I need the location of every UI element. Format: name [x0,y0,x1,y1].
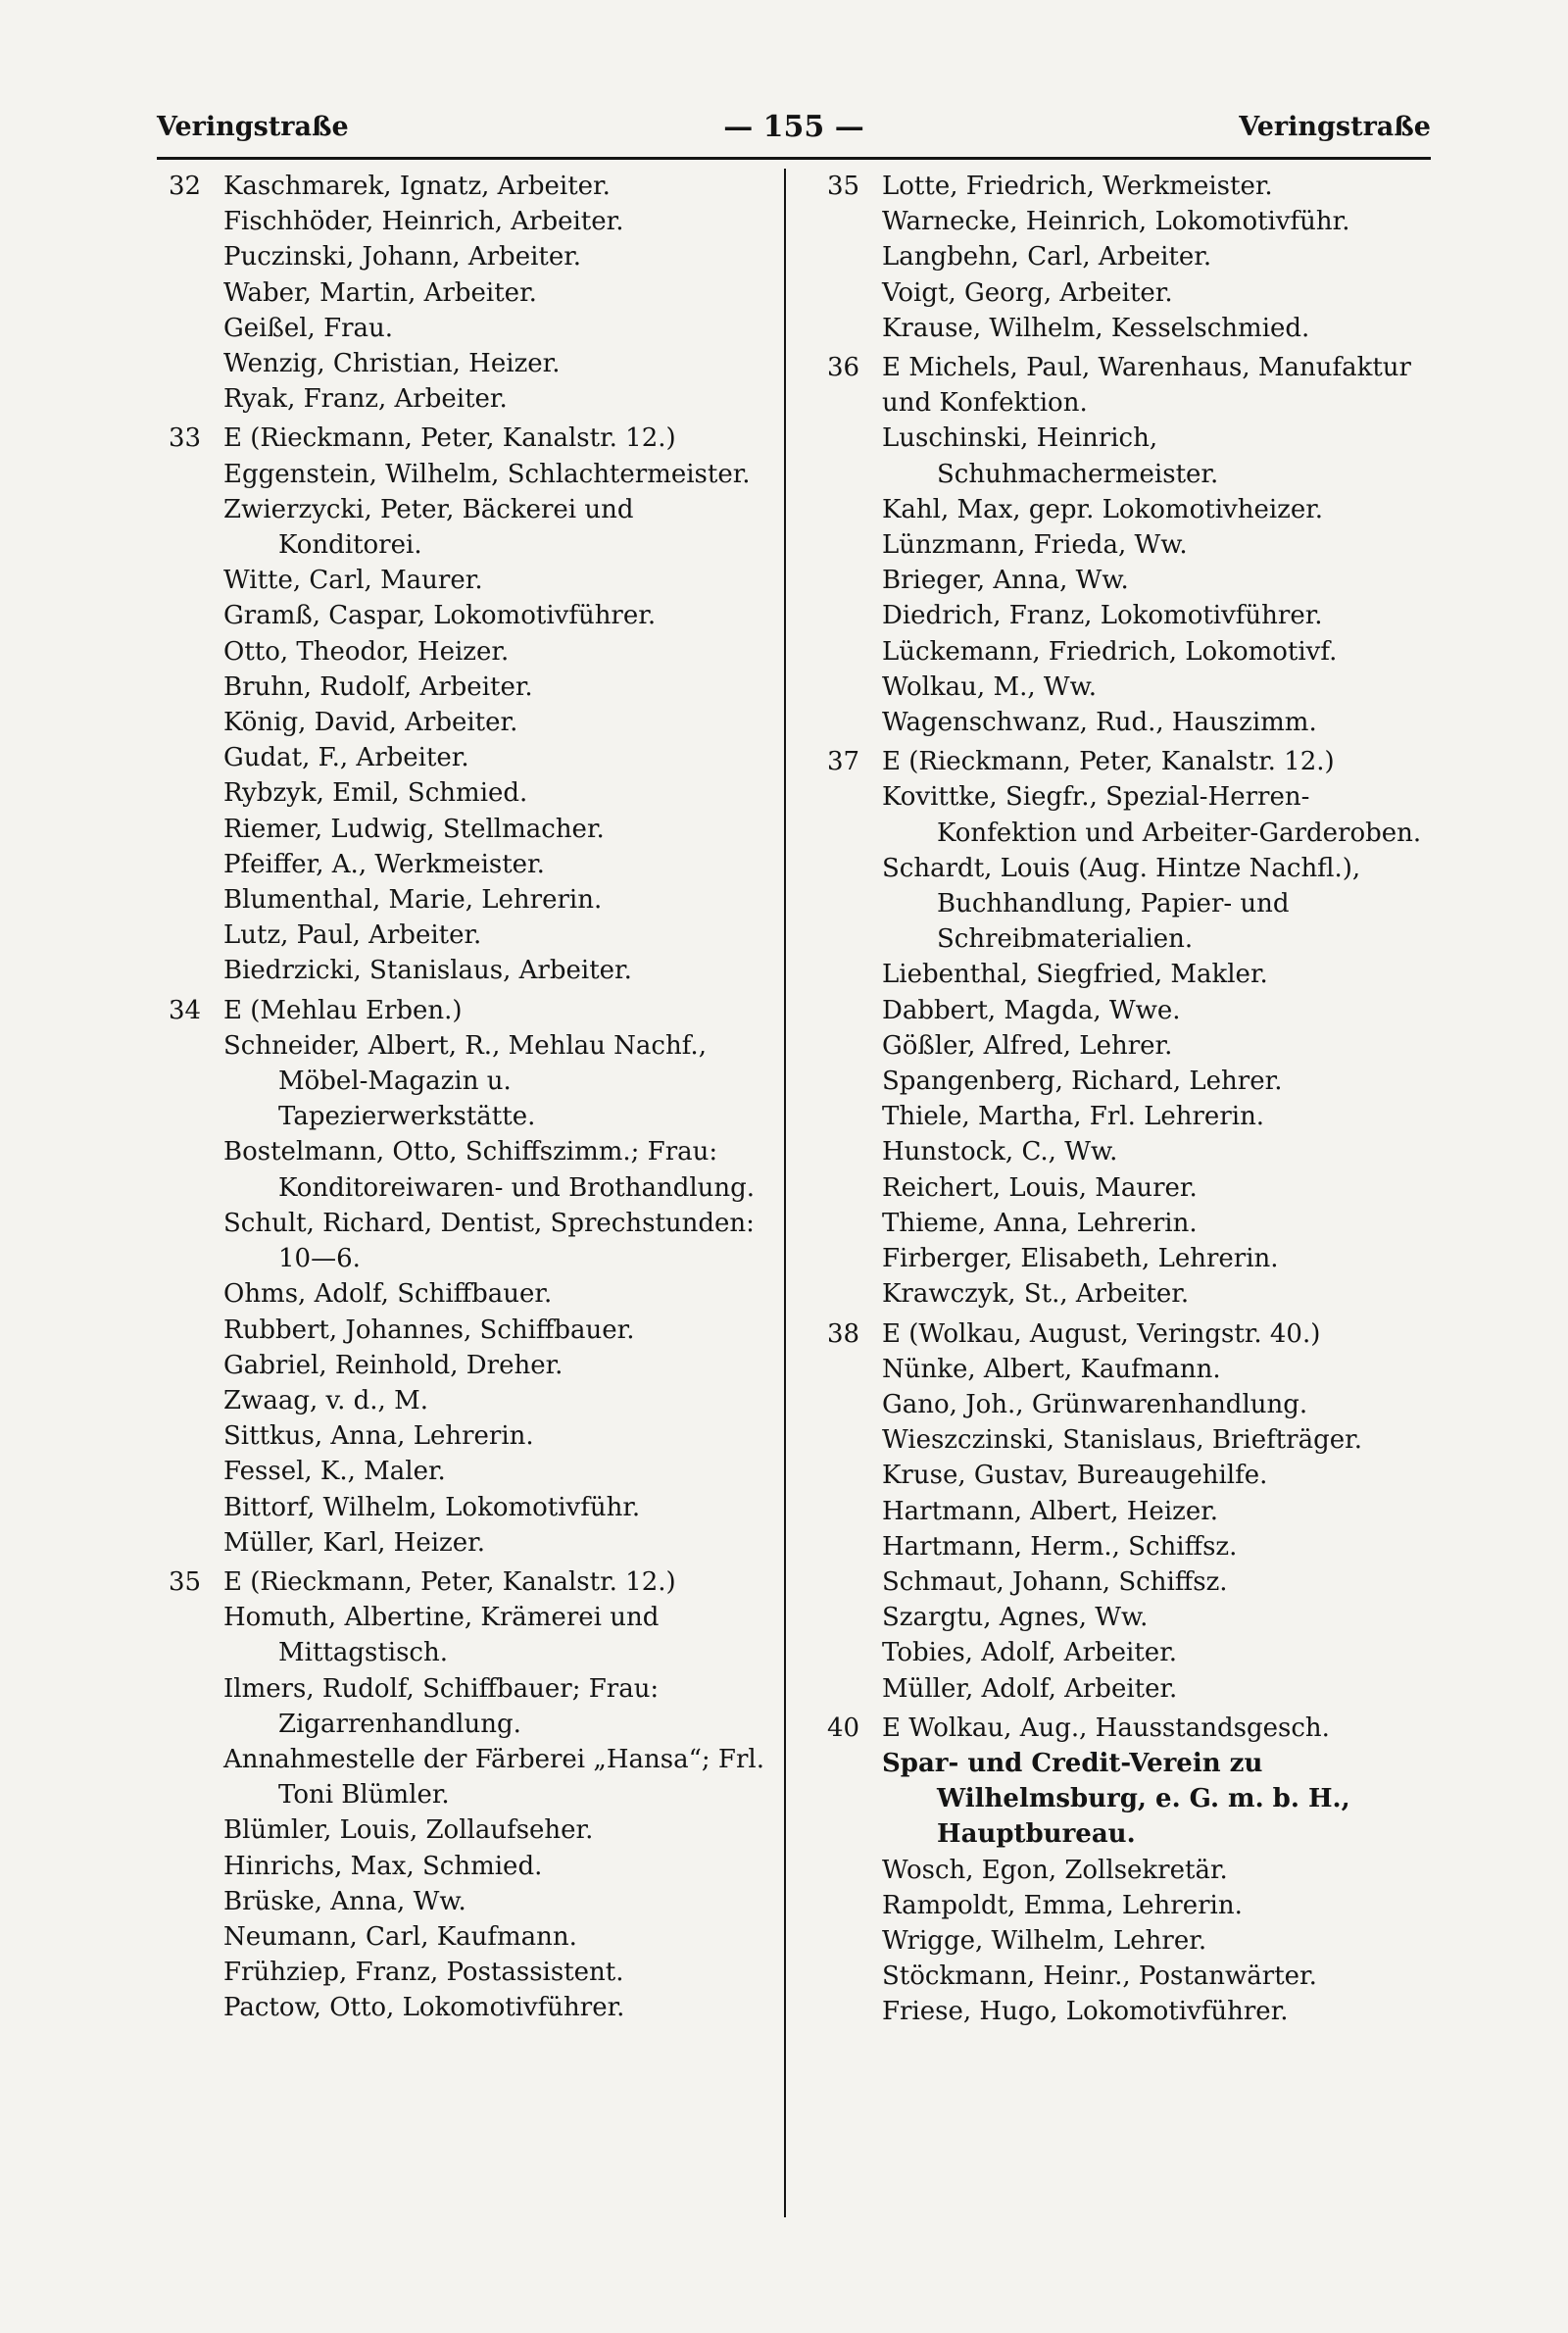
entry-text: Lünzmann, Frieda, Ww. [882,530,1188,561]
entry-text: Friese, Hugo, Lokomotivführer. [882,1997,1289,2027]
entry-text: Zwierzycki, Peter, Bäckerei und Konditorei. [223,494,634,561]
column-divider [784,169,786,2217]
resident-entry [827,1422,1431,1458]
entry-text: Pfeiffer, A., Werkmeister. [223,849,545,879]
entry-text: Luschinski, Heinrich, Schuhmachermeister. [882,423,1219,489]
resident-entry [827,1241,1431,1276]
resident-entry [169,1990,768,2025]
resident-entry [827,1206,1431,1241]
resident-entry [827,1352,1431,1387]
resident-entry [169,457,768,492]
entry-text: Schneider, Albert, R., Mehlau Nachf., Möbel-Magazin u. Tapezierwerkstätte. [223,1030,707,1132]
entry-text: E (Mehlau Erben.) [223,995,463,1025]
entry-text: Kahl, Max, gepr. Lokomotivheizer. [882,494,1324,524]
resident-entry [169,918,768,953]
entry-text: Rampoldt, Emma, Lehrerin. [882,1890,1243,1920]
entry-text: Tobies, Adolf, Arbeiter. [882,1638,1178,1668]
entry-text: Homuth, Albertine, Krämerei und Mittagstisch. [223,1603,660,1668]
resident-entry [827,1170,1431,1206]
entry-text: Sittkus, Anna, Lehrerin. [223,1421,534,1452]
resident-entry [827,1134,1431,1169]
entry-text: Spar- und Credit-Verein zu Wilhelmsburg, e. G. m. b. H., Hauptbureau. [882,1748,1350,1850]
entry-text: Pactow, Otto, Lokomotivführer. [223,1993,625,2023]
resident-entry [827,598,1431,633]
resident-entry [827,1994,1431,2029]
resident-entry [169,1884,768,1919]
entry-text: Langbehn, Carl, Arbeiter. [882,242,1212,273]
resident-entry [827,239,1431,274]
resident-entry [827,492,1431,527]
resident-entry [827,1494,1431,1529]
entry-text: Lückemann, Friedrich, Lokomotivf. [882,636,1338,667]
entry-text: Schardt, Louis (Aug. Hintze Nachfl.), Buchhandlung, Papier- und Schreibmaterialien. [882,853,1361,955]
house-number: 35 [827,172,860,201]
entry-text: Hartmann, Albert, Heizer. [882,1496,1219,1526]
resident-entry [827,1458,1431,1493]
resident-entry [827,1635,1431,1670]
entry-text: Biedrzicki, Stanislaus, Arbeiter. [223,956,632,986]
header-street-left: Veringstraße [157,112,349,142]
entry-text: E (Wolkau, August, Veringstr. 40.) [882,1318,1321,1349]
resident-entry [169,346,768,381]
entry-text: Wolkau, M., Ww. [882,671,1098,702]
resident-entry [827,1099,1431,1134]
resident-entry [827,779,1431,850]
resident-entry [169,563,768,598]
entry-text: Zwaag, v. d., M. [223,1385,428,1415]
resident-entry [827,1564,1431,1600]
resident-entry [827,1959,1431,1994]
resident-entry [169,204,768,239]
header-rule [157,157,1431,160]
entry-text: Hartmann, Herm., Schiffsz. [882,1531,1238,1562]
resident-entry [169,1134,768,1205]
entry-text: Blumenthal, Marie, Lehrerin. [223,885,603,916]
house-number: 34 [169,995,202,1025]
resident-entry [827,563,1431,598]
entry-text: Hinrichs, Max, Schmied. [223,1851,543,1881]
entry-text: Müller, Karl, Heizer. [223,1527,485,1558]
resident-entry [827,993,1431,1028]
resident-entry [827,275,1431,311]
resident-entry [827,1888,1431,1923]
entry-text: Neumann, Carl, Kaufmann. [223,1921,577,1952]
entry-text: Kruse, Gustav, Bureaugehilfe. [882,1461,1268,1491]
entry-text: Otto, Theodor, Heizer. [223,636,510,667]
resident-entry [169,1454,768,1489]
entry-text: Ilmers, Rudolf, Schiffbauer; Frau: Zigarrenhandlung. [223,1673,660,1739]
left-column [169,169,768,2026]
resident-entry [827,1529,1431,1564]
resident-entry [169,381,768,417]
entry-text: Lotte, Friedrich, Werkmeister. [882,172,1273,201]
resident-entry [169,1742,768,1812]
resident-entry [169,882,768,918]
entry-text: Blümler, Louis, Zollaufseher. [223,1815,594,1846]
entry-text: Thiele, Martha, Frl. Lehrerin. [882,1102,1265,1132]
entry-text: Warnecke, Heinrich, Lokomotivführ. [882,207,1350,237]
entry-text: Wrigge, Wilhelm, Lehrer. [882,1925,1207,1956]
entry-text: Dabbert, Magda, Wwe. [882,995,1181,1025]
resident-entry [827,1746,1431,1853]
house-number: 37 [827,747,860,777]
resident-entry [169,1348,768,1383]
house-number: 38 [827,1318,860,1349]
house-entry [169,993,768,1028]
entry-text: Puczinski, Johann, Arbeiter. [223,242,582,273]
resident-entry [169,1418,768,1454]
resident-entry [827,851,1431,958]
entry-text: E (Rieckmann, Peter, Kanalstr. 12.) [882,747,1335,777]
house-entry [827,1316,1431,1352]
entry-text: Müller, Adolf, Arbeiter. [882,1673,1178,1704]
entry-text: Rubbert, Johannes, Schiffbauer. [223,1315,635,1345]
entry-text: Wieszczinski, Stanislaus, Briefträger. [882,1425,1362,1456]
entry-text: Bittorf, Wilhelm, Lokomotivführ. [223,1492,641,1522]
resident-entry [169,847,768,882]
entry-text: Bostelmann, Otto, Schiffszimm.; Frau: Konditoreiwaren- und Brothandlung. [223,1137,756,1203]
resident-entry [169,1600,768,1670]
resident-entry [827,169,1431,204]
entry-text: Wagenschwanz, Rud., Hauszimm. [882,708,1317,738]
entry-text: König, David, Arbeiter. [223,708,518,738]
header-street-right: Veringstraße [1239,112,1431,142]
entry-text: Krause, Wilhelm, Kesselschmied. [882,313,1310,343]
resident-entry [169,670,768,705]
entry-text: Bruhn, Rudolf, Arbeiter. [223,671,533,702]
entry-text: Voigt, Georg, Arbeiter. [882,277,1173,308]
entry-text: Schmaut, Johann, Schiffsz. [882,1566,1228,1597]
resident-entry [169,634,768,670]
entry-text: Eggenstein, Wilhelm, Schlachtermeister. [223,459,751,489]
entry-text: Krawczyk, St., Arbeiter. [882,1279,1190,1310]
resident-entry [169,705,768,740]
resident-entry [169,1955,768,1990]
entry-text: Spangenberg, Richard, Lehrer. [882,1067,1283,1097]
resident-entry [169,1313,768,1348]
house-entry [169,1564,768,1600]
entry-text: E (Rieckmann, Peter, Kanalstr. 12.) [223,423,676,454]
house-entry [827,350,1431,421]
house-number: 33 [169,423,202,454]
entry-text: Reichert, Louis, Maurer. [882,1172,1198,1203]
entry-text: Fischhöder, Heinrich, Arbeiter. [223,207,624,237]
page-number: — 155 — [723,110,864,144]
entry-text: E Michels, Paul, Warenhaus, Manufaktur und Konfektion. [882,353,1411,419]
resident-entry [827,527,1431,563]
resident-entry [169,1490,768,1525]
house-number: 32 [169,172,202,201]
entry-text: Kovittke, Siegfr., Spezial-Herren-Konfektion und Arbeiter-Garderoben. [882,782,1422,848]
entry-text: E (Rieckmann, Peter, Kanalstr. 12.) [223,1566,676,1597]
entry-text: E Wolkau, Aug., Hausstandsgesch. [882,1713,1330,1743]
resident-entry [169,311,768,346]
resident-entry [169,492,768,563]
resident-entry [169,740,768,775]
resident-entry [169,1919,768,1955]
entry-text: Brüske, Anna, Ww. [223,1886,466,1916]
entry-text: Gudat, F., Arbeiter. [223,743,469,773]
resident-entry [169,169,768,204]
entry-text: Fessel, K., Maler. [223,1457,446,1487]
entry-text: Ohms, Adolf, Schiffbauer. [223,1279,553,1310]
resident-entry [827,1387,1431,1422]
house-entry [827,744,1431,779]
resident-entry [827,311,1431,346]
entry-text: Gano, Joh., Grünwarenhandlung. [882,1389,1308,1419]
resident-entry [169,812,768,847]
entry-text: Liebenthal, Siegfried, Makler. [882,960,1268,990]
right-column [827,169,1431,2030]
resident-entry [827,1028,1431,1064]
resident-entry [827,1923,1431,1959]
entry-text: Rybzyk, Emil, Schmied. [223,778,528,809]
resident-entry [827,1064,1431,1099]
entry-text: Firberger, Elisabeth, Lehrerin. [882,1244,1279,1274]
resident-entry [827,957,1431,992]
entry-text: Szargtu, Agnes, Ww. [882,1603,1149,1633]
page-header [157,106,1431,155]
entry-text: Riemer, Ludwig, Stellmacher. [223,814,605,844]
resident-entry [827,1600,1431,1635]
house-number: 36 [827,353,860,383]
resident-entry [169,275,768,311]
house-number: 40 [827,1713,860,1743]
entry-text: Schult, Richard, Dentist, Sprechstunden: 10—6. [223,1208,755,1274]
entry-text: Gabriel, Reinhold, Dreher. [223,1350,564,1380]
resident-entry [827,204,1431,239]
entry-text: Brieger, Anna, Ww. [882,566,1129,596]
entry-text: Stöckmann, Heinr., Postanwärter. [882,1961,1317,1992]
resident-entry [827,1671,1431,1707]
entry-text: Gramß, Caspar, Lokomotivführer. [223,601,657,631]
resident-entry [169,775,768,811]
resident-entry [827,634,1431,670]
entry-text: Kaschmarek, Ignatz, Arbeiter. [223,172,611,201]
resident-entry [169,1671,768,1742]
house-number: 35 [169,1566,202,1597]
house-entry [169,421,768,456]
house-entry [827,1711,1431,1746]
entry-text: Lutz, Paul, Arbeiter. [223,920,482,951]
resident-entry [827,421,1431,491]
entry-text: Waber, Martin, Arbeiter. [223,277,537,308]
entry-text: Diedrich, Franz, Lokomotivführer. [882,601,1323,631]
entry-text: Frühziep, Franz, Postassistent. [223,1958,624,1988]
entry-text: Wenzig, Christian, Heizer. [223,349,561,379]
entry-text: Wosch, Egon, Zollsekretär. [882,1855,1228,1885]
entry-text: Geißel, Frau. [223,313,394,343]
resident-entry [169,1276,768,1312]
resident-entry [827,705,1431,740]
resident-entry [169,1849,768,1884]
resident-entry [169,953,768,988]
entry-text: Thieme, Anna, Lehrerin. [882,1208,1198,1238]
resident-entry [827,670,1431,705]
resident-entry [827,1853,1431,1888]
resident-entry [169,1525,768,1561]
entry-text: Hunstock, C., Ww. [882,1137,1118,1167]
resident-entry [169,1028,768,1135]
resident-entry [169,598,768,633]
resident-entry [169,1383,768,1418]
entry-text: Nünke, Albert, Kaufmann. [882,1354,1221,1384]
resident-entry [169,239,768,274]
entry-text: Witte, Carl, Maurer. [223,566,483,596]
entry-text: Gößler, Alfred, Lehrer. [882,1030,1173,1061]
resident-entry [169,1206,768,1276]
resident-entry [169,1812,768,1848]
entry-text: Ryak, Franz, Arbeiter. [223,384,508,415]
resident-entry [827,1276,1431,1312]
entry-text: Annahmestelle der Färberei „Hansa“; Frl. Toni Blümler. [223,1744,764,1811]
